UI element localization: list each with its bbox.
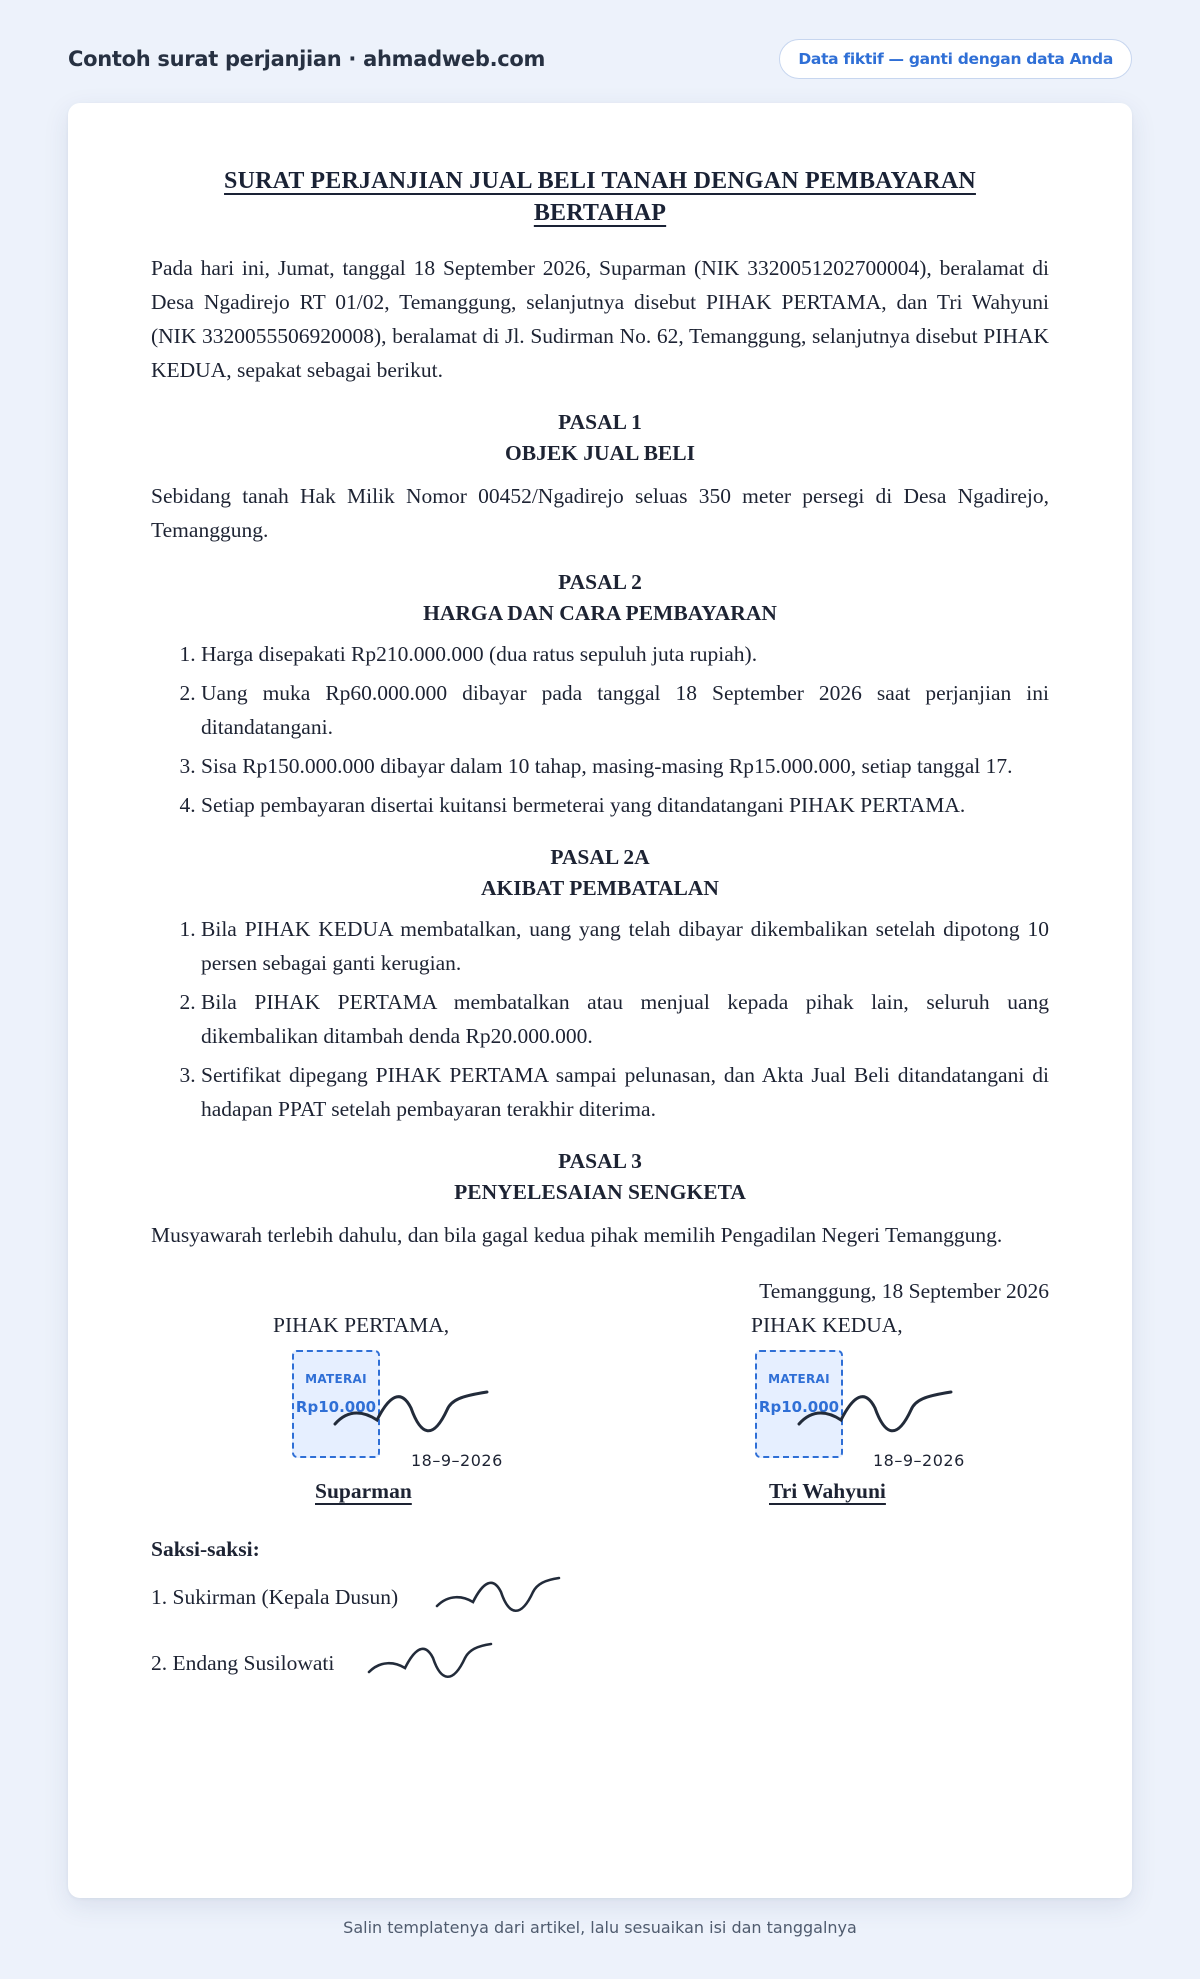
list-item: 3. Sertifikat dipegang PIHAK PERTAMA sampai pelunasan, dan Akta Jual Beli ditandatangani di hadapan PPAT setelah pembayaran terakhir diterima. xyxy=(201,1058,1049,1126)
signatory-name: Suparman xyxy=(315,1479,412,1503)
witness-row xyxy=(151,1632,1049,1698)
pasal-number: PASAL 3 xyxy=(558,1149,642,1173)
pasal-title: AKIBAT PEMBATALAN xyxy=(481,876,719,900)
pasal-2a-heading xyxy=(151,842,1049,904)
sign-date: 18–9–2026 xyxy=(873,1451,965,1470)
witness-name: 1. Sukirman (Kepala Dusun) xyxy=(151,1585,399,1609)
stamp-label: MATERAI xyxy=(768,1372,830,1386)
list-item: 4. Setiap pembayaran disertai kuitansi bermeterai yang ditandatangani PIHAK PERTAMA. xyxy=(201,788,1049,822)
stamp-label: MATERAI xyxy=(305,1372,367,1386)
fictional-data-badge: Data fiktif — ganti dengan data Anda xyxy=(779,39,1132,79)
pasal-2-heading xyxy=(151,567,1049,629)
list-item: 3. Sisa Rp150.000.000 dibayar dalam 10 tahap, masing-masing Rp15.000.000, setiap tanggal 17. xyxy=(201,749,1049,783)
stamp-value: Rp10.000 xyxy=(758,1398,840,1416)
signature-scribble-icon xyxy=(795,1378,955,1442)
sign-date: 18–9–2026 xyxy=(411,1451,503,1470)
pasal-title: OBJEK JUAL BELI xyxy=(505,441,695,465)
list-item: 1. Harga disepakati Rp210.000.000 (dua ratus sepuluh juta rupiah). xyxy=(201,637,1049,671)
document-content xyxy=(151,165,1049,1698)
pasal-title: PENYELESAIAN SENGKETA xyxy=(454,1180,746,1204)
pasal-number: PASAL 2A xyxy=(550,845,650,869)
pasal-3-heading xyxy=(151,1146,1049,1208)
signature-scribble-icon xyxy=(331,1378,491,1442)
footer-note: Salin templatenya dari artikel, lalu sesuaikan isi dan tanggalnya xyxy=(343,1918,857,1937)
pasal-3-body: Musyawarah terlebih dahulu, dan bila gagal kedua pihak memilih Pengadilan Negeri Temanggung. xyxy=(151,1223,1003,1247)
pasal-1-heading xyxy=(151,407,1049,469)
list-item: 1. Bila PIHAK KEDUA membatalkan, uang yang telah dibayar dikembalikan setelah dipotong 10 persen sebagai ganti kerugian. xyxy=(201,912,1049,980)
place-date: Temanggung, 18 September 2026 xyxy=(759,1279,1049,1303)
list-item: 2. Uang muka Rp60.000.000 dibayar pada tanggal 18 September 2026 saat perjanjian ini ditandatangani. xyxy=(201,676,1049,744)
document-title: SURAT PERJANJIAN JUAL BELI TANAH DENGAN PEMBAYARAN BERTAHAP xyxy=(224,168,976,226)
intro-paragraph: Pada hari ini, Jumat, tanggal 18 September 2026, Suparman (NIK 3320051202700004), beralamat di Desa Ngadirejo RT 01/02, Temanggung, selanjutnya disebut PIHAK PERTAMA, dan Tri Wahyuni (NIK 3320055506920008), beralamat di Jl. Sudirman No. 62, Temanggung, selanjutnya disebut PIHAK KEDUA, sepakat sebagai berikut. xyxy=(151,256,1049,382)
pasal-2-list xyxy=(151,637,1049,822)
site-brand: Contoh surat perjanjian · ahmadweb.com xyxy=(68,47,546,71)
signature-section xyxy=(151,1308,1049,1518)
witness-heading: Saksi-saksi: xyxy=(151,1537,260,1561)
top-bar xyxy=(68,38,1132,80)
signatory-name: Tri Wahyuni xyxy=(769,1479,886,1503)
signatory-second-party xyxy=(751,1308,1051,1503)
pasal-2a-list xyxy=(151,912,1049,1126)
pasal-number: PASAL 2 xyxy=(558,570,642,594)
witness-row xyxy=(151,1566,1049,1632)
signature-scribble-icon xyxy=(365,1632,495,1688)
signature-scribble-icon xyxy=(433,1566,563,1622)
party-role: PIHAK KEDUA, xyxy=(751,1313,903,1337)
pasal-number: PASAL 1 xyxy=(558,410,642,434)
pasal-title: HARGA DAN CARA PEMBAYARAN xyxy=(423,601,777,625)
pasal-1-body: Sebidang tanah Hak Milik Nomor 00452/Ngadirejo seluas 350 meter persegi di Desa Ngadirejo, Temanggung. xyxy=(151,484,1049,542)
stamp-value: Rp10.000 xyxy=(295,1398,377,1416)
witness-name: 2. Endang Susilowati xyxy=(151,1651,335,1675)
signatory-first-party xyxy=(273,1308,573,1503)
party-role: PIHAK PERTAMA, xyxy=(273,1313,450,1337)
document-sheet xyxy=(68,103,1132,1898)
list-item: 2. Bila PIHAK PERTAMA membatalkan atau menjual kepada pihak lain, seluruh uang dikembalikan ditambah denda Rp20.000.000. xyxy=(201,985,1049,1053)
